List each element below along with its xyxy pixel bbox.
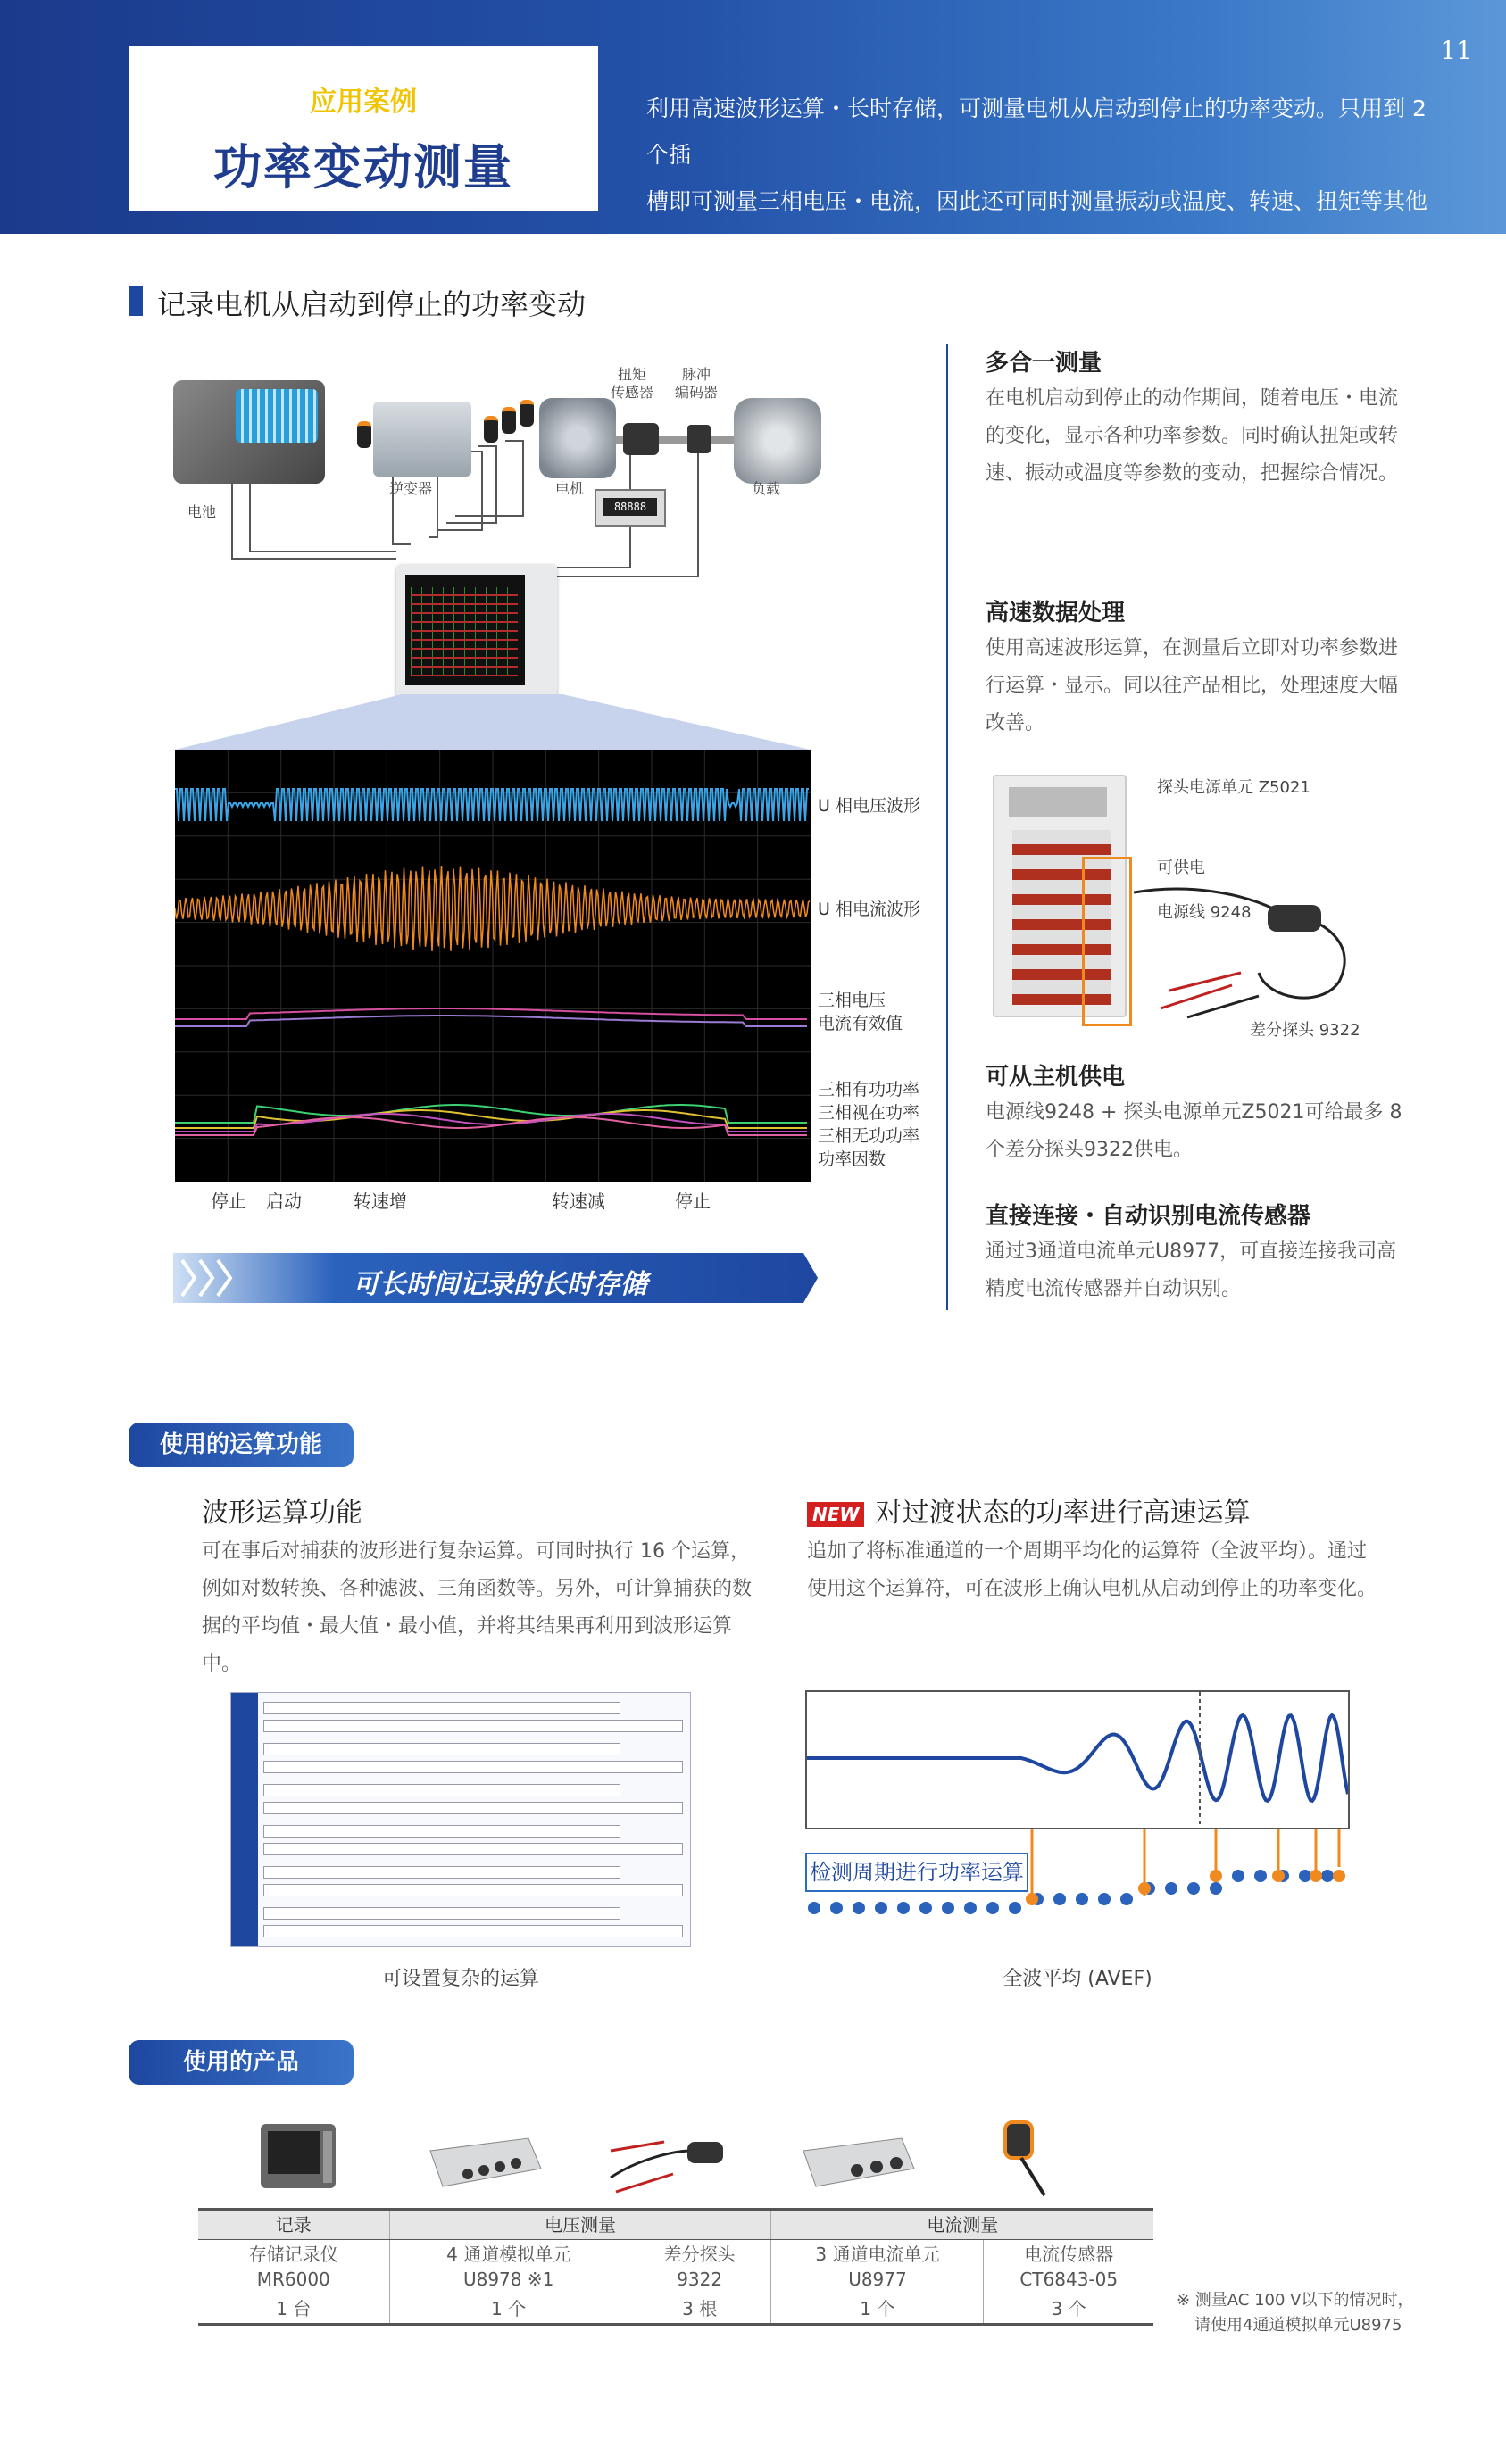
feature-heading: 直接连接・自动识别电流传感器	[986, 1203, 1311, 1230]
table-cell: 3 通道电流单元 U8977	[771, 2240, 984, 2294]
analog-unit-product-image	[421, 2133, 546, 2201]
avef-dot	[1009, 1902, 1021, 1914]
table-row	[198, 2294, 1153, 2325]
feature-heading: 可从主机供电	[986, 1064, 1126, 1091]
current-clamp-icon	[502, 407, 516, 434]
avef-dot	[1076, 1893, 1088, 1905]
table-cell: 3 个	[984, 2294, 1153, 2325]
recorder-product-image	[255, 2115, 341, 2201]
avef-dot	[808, 1902, 820, 1914]
settings-row	[263, 1780, 683, 1820]
avef-dot	[875, 1902, 887, 1914]
subsection-title: NEW 对过渡状态的功率进行高速运算	[807, 1490, 1250, 1530]
current-clamp-icon	[520, 400, 534, 427]
page-header	[0, 0, 1506, 261]
page-number: 11	[1440, 36, 1472, 65]
rms-label: 三相电压 电流有效值	[818, 991, 903, 1033]
footnote: ※ 测量AC 100 V以下的情况时， 请使用4通道模拟单元U8975	[1177, 2291, 1414, 2335]
table-group-header: 记录	[198, 2210, 389, 2240]
avef-dot-highlight	[1210, 1870, 1222, 1882]
zoom-connector	[175, 694, 811, 750]
subsection-title: 波形运算功能	[202, 1497, 362, 1529]
phase-label: 停止	[211, 1191, 246, 1212]
differential-probe-image	[1134, 875, 1375, 1026]
feature-text: 在电机启动到停止的动作期间，随着电压・电流的变化，显示各种功率参数。同时确认扭矩或转速、振动或温度等参数的变动，把握综合情况。	[986, 387, 1399, 485]
avef-dot	[1299, 1870, 1311, 1882]
avef-dot	[1098, 1893, 1111, 1905]
motor-label: 电机	[555, 480, 585, 497]
avef-dot-highlight	[1272, 1870, 1285, 1882]
avef-dot-highlight	[1138, 1882, 1151, 1895]
table-cell: 差分探头 9322	[628, 2240, 771, 2294]
feature-heading: 多合一测量	[986, 350, 1102, 377]
case-label: 应用案例	[310, 87, 417, 118]
meter-display: 88888	[603, 498, 657, 516]
diff-probe-product-image	[602, 2124, 736, 2201]
recorder-image	[396, 564, 557, 698]
section-pill: 使用的运算功能	[129, 1423, 354, 1467]
current-sensor-product-image	[998, 2115, 1061, 2201]
header-description	[646, 86, 1441, 271]
page-title: 功率变动测量	[213, 139, 513, 195]
feature-heading: 高速数据处理	[986, 600, 1126, 626]
avef-dot	[986, 1902, 999, 1914]
header-desc-line: 利用高速波形运算・长时存储，可测量电机从启动到停止的功率变动。只用到 2 个插	[646, 95, 1427, 168]
avef-dot	[1210, 1882, 1222, 1895]
avef-dot	[1187, 1882, 1200, 1895]
avef-dot	[1232, 1870, 1244, 1882]
avef-dot	[964, 1902, 977, 1914]
settings-row	[263, 1739, 683, 1779]
calc-settings-screenshot	[230, 1692, 691, 1947]
table-cell: 4 通道模拟单元 U8978 ※1	[389, 2240, 628, 2294]
u-current-label: U 相电流波形	[818, 900, 920, 919]
current-unit-product-image	[795, 2133, 919, 2201]
u-voltage-label: U 相电压波形	[818, 796, 920, 816]
avef-dot	[1254, 1870, 1267, 1882]
table-group-header: 电流测量	[771, 2210, 1153, 2240]
inverter-label: 逆变器	[389, 480, 433, 497]
avef-dot	[1120, 1893, 1133, 1905]
phase-label: 转速增	[354, 1191, 407, 1212]
table-cell: 3 根	[628, 2294, 771, 2325]
power-label: 三相有功功率 三相视在功率 三相无功功率 功率因数	[818, 1080, 920, 1169]
avef-dot	[830, 1902, 843, 1914]
avef-dot-highlight	[1310, 1870, 1322, 1882]
diff-probe-label: 差分探头 9322	[1250, 1021, 1360, 1040]
settings-row	[263, 1821, 683, 1861]
avef-waveform	[805, 1690, 1350, 1829]
feature-text: 使用高速波形运算，在测量后立即对功率参数进行运算・显示。同以往产品相比，处理速度大幅改善。	[986, 637, 1399, 734]
cable-label: 电源线 9248	[1157, 903, 1252, 922]
motor-image	[539, 398, 616, 478]
product-table	[198, 2208, 1153, 2326]
phase-label: 转速减	[552, 1191, 605, 1212]
settings-row	[263, 1904, 683, 1943]
waveform-plot	[175, 750, 811, 1182]
avef-dot	[897, 1902, 910, 1914]
avef-dot	[1053, 1893, 1066, 1905]
phase-label: 停止	[675, 1191, 711, 1212]
table-group-header: 电压测量	[389, 2210, 771, 2240]
current-clamp-icon	[484, 416, 498, 443]
avef-dot	[942, 1902, 954, 1914]
torque-sensor-label: 扭矩 传感器	[611, 366, 654, 401]
probe-unit-label: 探头电源单元 Z5021	[1157, 778, 1310, 797]
column-divider	[946, 344, 948, 1310]
waveform-chart	[175, 750, 811, 1182]
feature-text: 通过3通道电流单元U8977，可直接连接我司高精度电流传感器并自动识别。	[986, 1240, 1397, 1300]
table-cell: 1 个	[771, 2294, 984, 2325]
phase-label: 启动	[266, 1191, 302, 1212]
system-diagram	[170, 353, 830, 746]
avef-dot	[853, 1902, 865, 1914]
section-title: 记录电机从启动到停止的功率变动	[129, 282, 586, 323]
table-cell: 电流传感器 CT6843-05	[984, 2240, 1153, 2294]
header-desc-line: 槽即可测量三相电压・电流，因此还可同时测量振动或温度、转速、扭矩等其他现象。	[646, 188, 1428, 261]
section-pill: 使用的产品	[129, 2040, 354, 2085]
banner-text: 可长时间记录的长时存储	[353, 1269, 647, 1300]
new-badge: NEW	[807, 1502, 864, 1527]
avef-dot-highlight	[1026, 1893, 1038, 1905]
load-label: 负载	[752, 480, 781, 497]
avef-dot	[1321, 1870, 1334, 1882]
caption: 全波平均 (AVEF)	[1003, 1968, 1152, 1990]
battery-image	[173, 380, 325, 484]
inverter-image	[373, 402, 471, 477]
current-clamp-icon	[357, 421, 371, 448]
header-title-box	[129, 46, 598, 211]
subsection-text: 可在事后对捕获的波形进行复杂运算。可同时执行 16 个运算，例如对数转换、各种滤波、三角函数等。另外，可计算捕获的数据的平均值・最大值・最小值，并将其结果再利用到波形运算中。	[202, 1540, 753, 1675]
avef-dot	[919, 1902, 932, 1914]
avef-dot	[1165, 1882, 1177, 1895]
table-row	[198, 2240, 1153, 2294]
table-cell: 存储记录仪 MR6000	[248, 2244, 338, 2290]
encoder-label: 脉冲 编码器	[675, 366, 719, 401]
detect-label: 检测周期进行功率运算	[805, 1853, 1028, 1892]
highlight-box	[1082, 857, 1132, 1026]
torque-meter	[595, 489, 666, 527]
table-cell: 1 台	[198, 2294, 389, 2325]
load-image	[734, 398, 821, 484]
torque-sensor-image	[623, 423, 659, 455]
feature-text: 电源线9248 + 探头电源单元Z5021可给最多 8 个差分探头9322供电。	[986, 1101, 1402, 1161]
caption: 可设置复杂的运算	[381, 1968, 539, 1990]
settings-row	[263, 1863, 683, 1902]
table-cell: 1 个	[389, 2294, 628, 2325]
settings-row	[263, 1698, 683, 1738]
subsection-text: 追加了将标准通道的一个周期平均化的运算符（全波平均）。通过使用这个运算符，可在波形上确认电机从启动到停止的功率变化。	[807, 1540, 1377, 1600]
battery-label: 电池	[187, 503, 217, 520]
encoder-image	[687, 425, 711, 453]
power-supply-label: 可供电	[1157, 859, 1205, 877]
avef-dot-highlight	[1333, 1870, 1345, 1882]
